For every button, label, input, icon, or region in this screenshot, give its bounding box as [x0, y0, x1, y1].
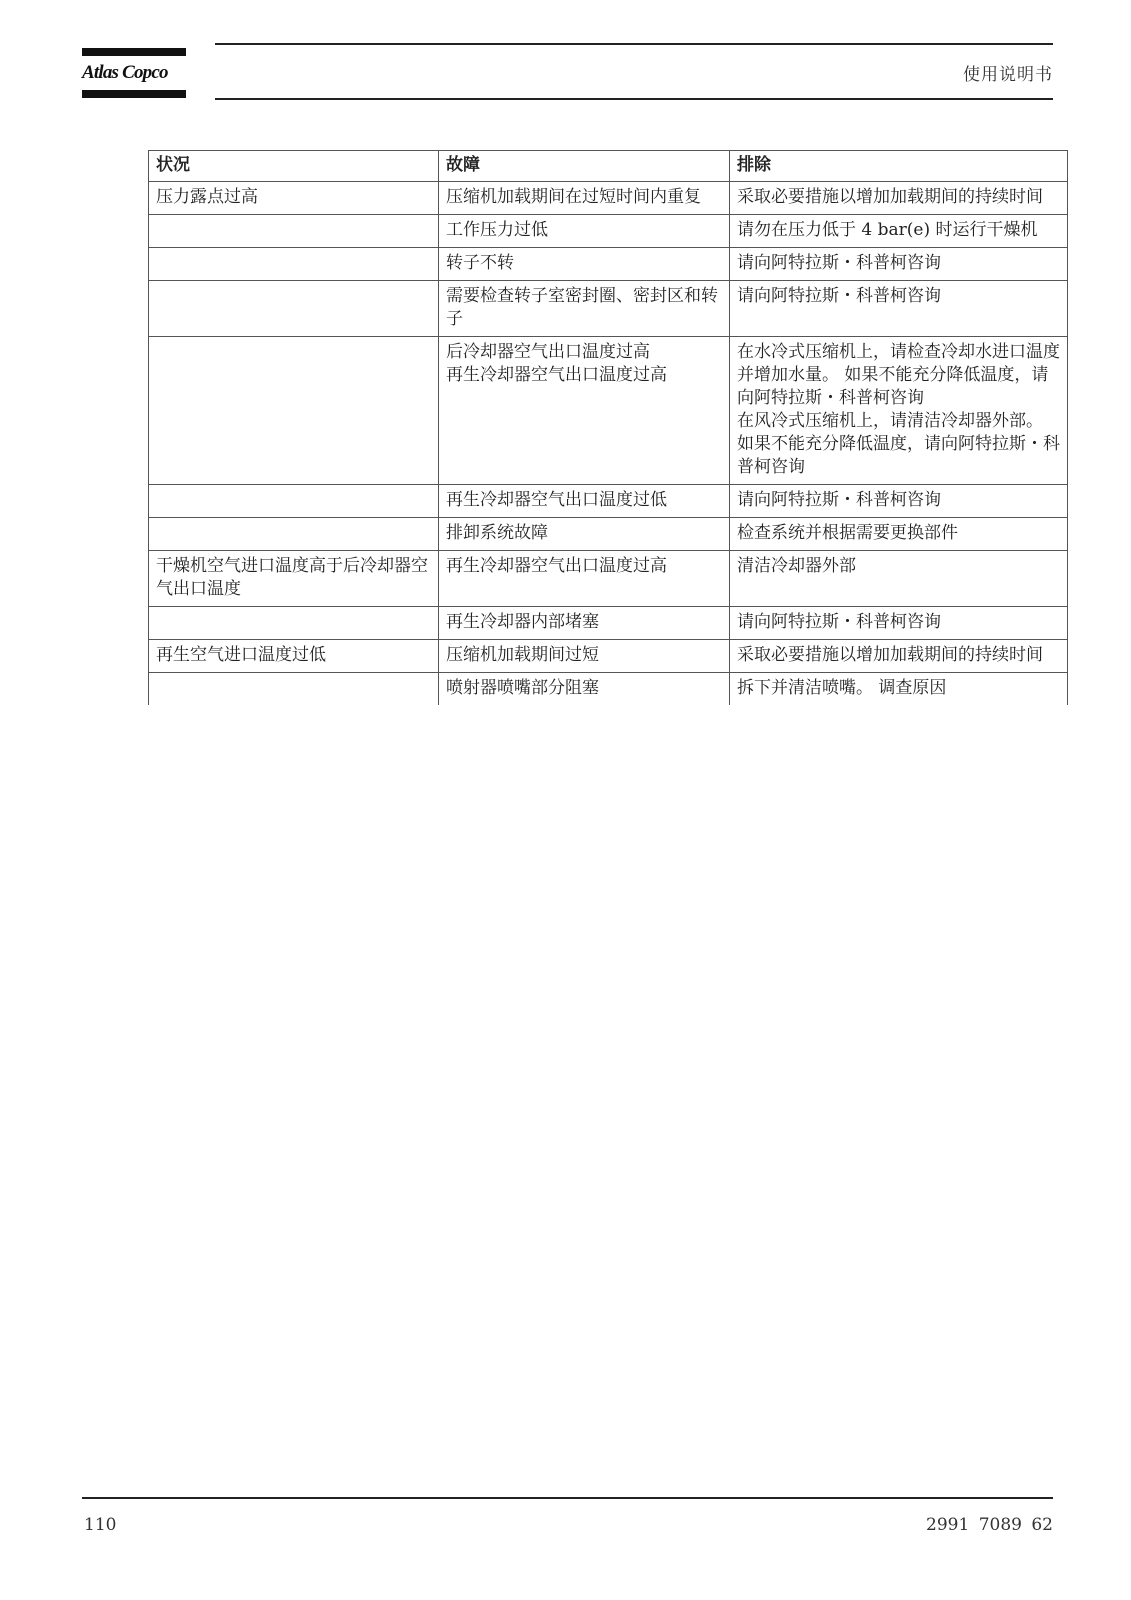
remedy-text: 请向阿特拉斯・科普柯咨询 — [737, 286, 941, 306]
condition-cell — [149, 337, 439, 485]
remedy-text: 采取必要措施以增加加载期间的持续时间 — [737, 645, 1043, 665]
remedy-text: 请向阿特拉斯・科普柯咨询 — [737, 253, 941, 273]
table-row — [149, 215, 1068, 248]
footer-rule — [82, 1497, 1053, 1499]
remedy-cell — [730, 485, 1068, 518]
remedy-text: 采取必要措施以增加加载期间的持续时间 — [737, 187, 1043, 207]
fault-text: 再生冷却器空气出口温度过高 — [446, 556, 667, 576]
condition-text: 干燥机空气进口温度高于后冷却器空气出口温度 — [156, 556, 428, 599]
table-row — [149, 337, 1068, 485]
remedy-cell — [730, 640, 1068, 673]
table-row — [149, 673, 1068, 706]
fault-cell — [439, 215, 730, 248]
fault-cell — [439, 281, 730, 337]
troubleshooting-table — [148, 150, 1068, 705]
condition-cell — [149, 673, 439, 706]
fault-cell — [439, 551, 730, 607]
fault-cell — [439, 607, 730, 640]
atlas-copco-logo — [82, 48, 186, 100]
remedy-text: 请勿在压力低于 4 bar(e) 时运行干燥机 — [737, 220, 1038, 240]
column-header-condition: 状况 — [149, 151, 439, 182]
condition-cell — [149, 640, 439, 673]
remedy-text: 清洁冷却器外部 — [737, 556, 856, 576]
fault-cell — [439, 485, 730, 518]
table-row — [149, 640, 1068, 673]
logo-top-bar — [82, 48, 186, 56]
logo-bottom-bar — [82, 90, 186, 98]
fault-text: 再生冷却器内部堵塞 — [446, 612, 599, 632]
remedy-cell — [730, 337, 1068, 485]
fault-text: 转子不转 — [446, 253, 514, 273]
table-row — [149, 607, 1068, 640]
fault-text: 压缩机加载期间在过短时间内重复 — [446, 187, 701, 207]
remedy-text: 请向阿特拉斯・科普柯咨询 — [737, 612, 941, 632]
remedy-text: 拆下并清洁喷嘴。 调查原因 — [737, 678, 947, 698]
doc-number: 2991 7089 62 — [926, 1515, 1053, 1535]
doc-title: 使用说明书 — [963, 65, 1053, 85]
fault-text: 后冷却器空气出口温度过高 再生冷却器空气出口温度过高 — [446, 342, 667, 385]
fault-cell — [439, 337, 730, 485]
fault-cell — [439, 673, 730, 706]
fault-cell — [439, 518, 730, 551]
fault-text: 排卸系统故障 — [446, 523, 548, 543]
table-row — [149, 281, 1068, 337]
column-header-fault: 故障 — [439, 151, 730, 182]
fault-cell — [439, 640, 730, 673]
table-header-row — [149, 151, 1068, 182]
condition-cell — [149, 215, 439, 248]
fault-cell — [439, 182, 730, 215]
remedy-cell — [730, 182, 1068, 215]
condition-cell — [149, 281, 439, 337]
remedy-text: 检查系统并根据需要更换部件 — [737, 523, 958, 543]
fault-cell — [439, 248, 730, 281]
condition-cell — [149, 182, 439, 215]
fault-text: 工作压力过低 — [446, 220, 548, 240]
condition-cell — [149, 485, 439, 518]
condition-text: 压力露点过高 — [156, 187, 258, 207]
remedy-cell — [730, 518, 1068, 551]
remedy-cell — [730, 215, 1068, 248]
condition-cell — [149, 248, 439, 281]
logo-wordmark: Atlas Copco — [82, 62, 168, 83]
remedy-text: 请向阿特拉斯・科普柯咨询 — [737, 490, 941, 510]
fault-text: 再生冷却器空气出口温度过低 — [446, 490, 667, 510]
column-header-remedy: 排除 — [730, 151, 1068, 182]
table-row — [149, 248, 1068, 281]
remedy-cell — [730, 551, 1068, 607]
remedy-cell — [730, 673, 1068, 706]
condition-cell — [149, 551, 439, 607]
condition-cell — [149, 607, 439, 640]
table-row — [149, 485, 1068, 518]
fault-text: 需要检查转子室密封圈、密封区和转子 — [446, 286, 718, 329]
header-rule-top — [215, 43, 1053, 45]
condition-cell — [149, 518, 439, 551]
table-row — [149, 518, 1068, 551]
fault-text: 压缩机加载期间过短 — [446, 645, 599, 665]
remedy-cell — [730, 248, 1068, 281]
header-rule-bottom — [215, 98, 1053, 100]
remedy-cell — [730, 281, 1068, 337]
table-row — [149, 551, 1068, 607]
remedy-text: 在水冷式压缩机上，请检查冷却水进口温度并增加水量。 如果不能充分降低温度，请向阿特拉斯・科普柯咨询 在风冷式压缩机上，请清洁冷却器外部。 如果不能充分降低温度，请向阿特拉斯・科普柯咨询 — [737, 342, 1060, 477]
condition-text: 再生空气进口温度过低 — [156, 645, 326, 665]
table-row — [149, 182, 1068, 215]
remedy-cell — [730, 607, 1068, 640]
fault-text: 喷射器喷嘴部分阻塞 — [446, 678, 599, 698]
page-number: 110 — [84, 1515, 117, 1535]
